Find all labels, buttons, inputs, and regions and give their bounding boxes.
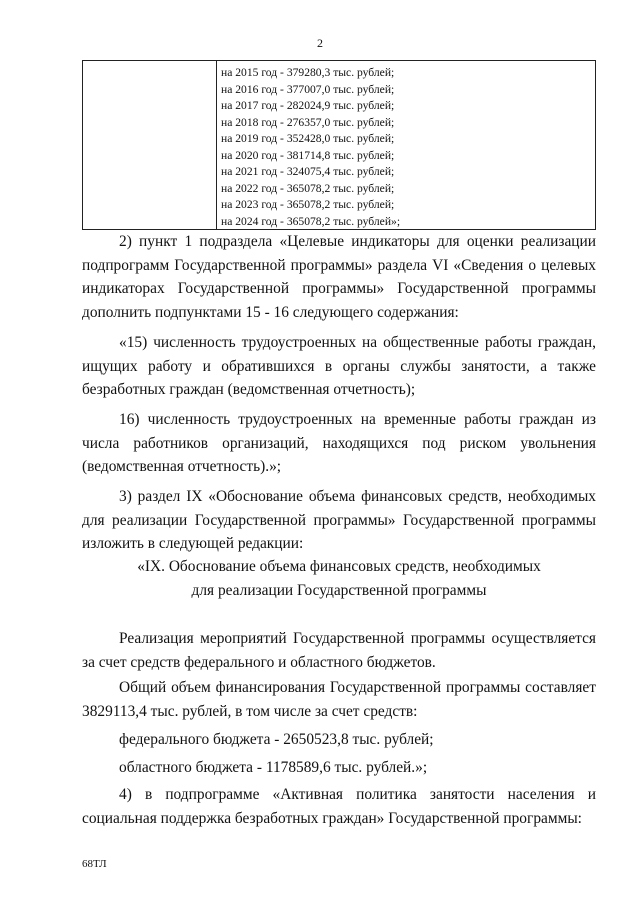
section-heading [82,555,596,603]
paragraph-regional-budget: областного бюджета - 1178589,6 тыс. рублей.»; [119,758,428,776]
section-heading-line1: «IX. Обоснование объема финансовых средств, необходимых [137,558,541,575]
table-row: на 2017 год - 282024,9 тыс. рублей; [221,99,395,112]
paragraph-federal-budget: федерального бюджета - 2650523,8 тыс. рублей; [119,730,434,748]
paragraph-total-funding: Общий объем финансирования Государственной программы составляет 3829113,4 тыс. рублей, в том числе за счет средств: [82,679,596,721]
table-row: на 2016 год - 377007,0 тыс. рублей; [221,82,395,96]
table-row: на 2018 год - 276357,0 тыс. рублей; [221,115,395,129]
table-row: на 2022 год - 365078,2 тыс. рублей; [221,181,395,195]
table-row: на 2021 год - 324075,4 тыс. рублей; [221,165,395,178]
paragraph-item-3: 3) раздел IX «Обоснование объема финансовых средств, необходимых для реализации Государственной программы» Государственной программы изложить в следующей редакции: [82,488,596,553]
table-row: на 2024 год - 365078,2 тыс. рублей»; [221,214,401,228]
paragraph-subitem-15: «15) численность трудоустроенных на общественные работы граждан, ищущих работу и обратившихся в органы службы занятости, а также безработных граждан (ведомственная отчетность); [82,333,596,399]
section-heading-line2: для реализации Государственной программы [191,582,487,599]
table-row: на 2019 год - 352428,0 тыс. рублей; [221,132,395,145]
table-empty-cell [83,61,217,229]
table-row: на 2015 год - 379280,3 тыс. рублей; [221,66,395,79]
section-body [82,627,596,831]
amendment-paragraphs [82,230,596,556]
paragraph-item-2: 2) пункт 1 подраздела «Целевые индикаторы для оценки реализации подпрограмм Государственной программы» раздела VI «Сведения о целевых индикаторах Государственной программы» Государственной программы дополнить подпунктами 15 - 16 следующего содержания: [82,233,596,322]
table-row: на 2020 год - 381714,8 тыс. рублей; [221,148,395,162]
financing-table [82,60,596,230]
table-row: на 2023 год - 365078,2 тыс. рублей; [221,198,395,211]
paragraph-item-4: 4) в подпрограмме «Активная политика занятости населения и социальная поддержка безработных граждан» Государственной программы: [82,786,596,827]
page-number: 2 [317,36,323,50]
paragraph-subitem-16: 16) численность трудоустроенных на временные работы граждан из числа работников организаций, находящихся под риском увольнения (ведомственная отчетность).»; [82,410,596,476]
table-values-cell [217,61,595,229]
footer-code: 68ТЛ [82,858,107,870]
paragraph-implementation: Реализация мероприятий Государственной программы осуществляется за счет средств федерального и областного бюджетов. [82,630,596,671]
